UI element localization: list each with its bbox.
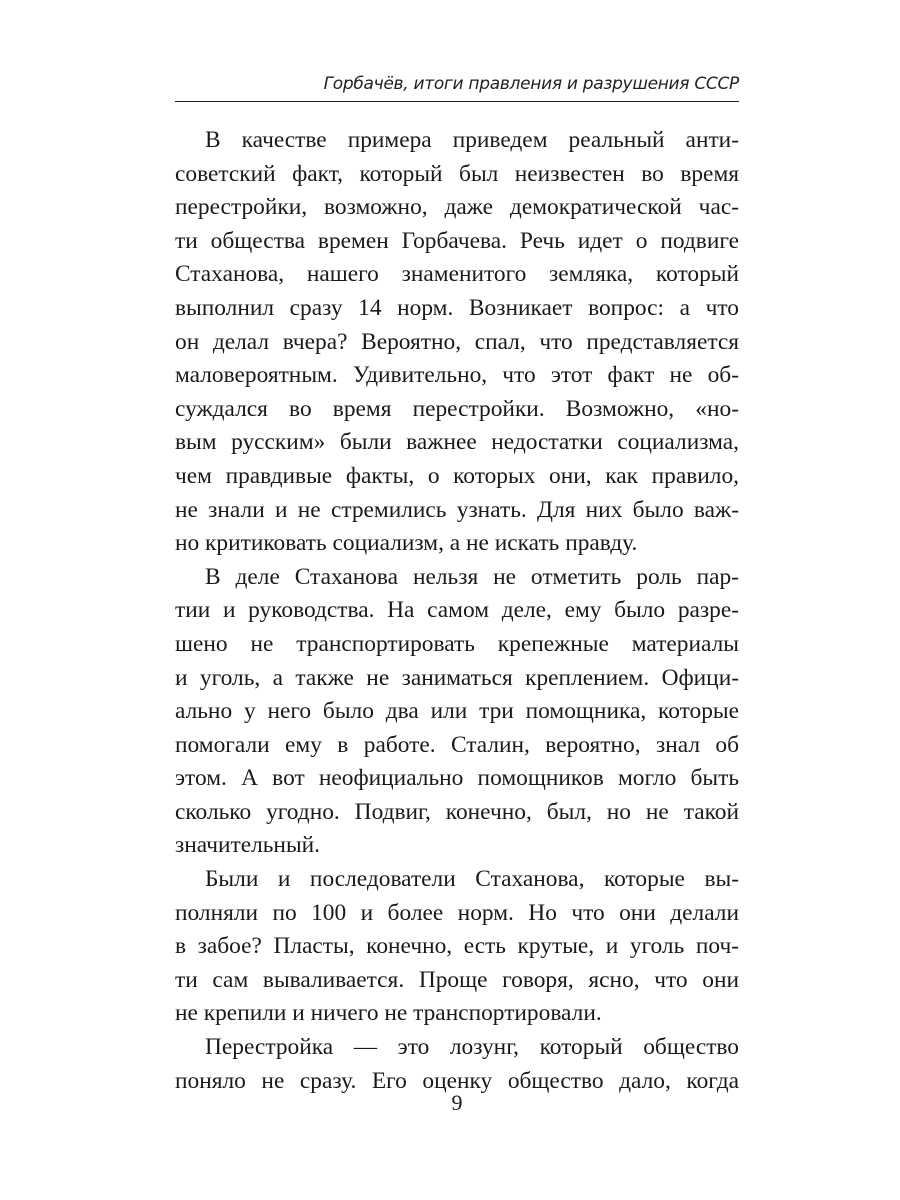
- text-line: вым русским» были важнее недостатки социализма,: [175, 429, 739, 456]
- text-line: поняло не сразу. Его оценку общество дало, когда: [175, 1067, 739, 1094]
- text-line: советский факт, который был неизвестен во время: [175, 160, 739, 187]
- text-line: Перестройка — это лозунг, который общество: [205, 1034, 739, 1061]
- text-line: не крепили и ничего не транспортировали.: [175, 1000, 602, 1027]
- text-line: помогали ему в работе. Сталин, вероятно, знал об: [175, 731, 739, 758]
- running-header: Горбачёв, итоги правления и разрушения СССР: [323, 74, 739, 94]
- text-line: но критиковать социализм, а не искать правду.: [175, 530, 638, 557]
- paragraph: [175, 561, 739, 863]
- text-line: Были и последователи Стаханова, которые вы-: [205, 866, 739, 893]
- text-line: не знали и не стремились узнать. Для них было важ-: [175, 496, 739, 523]
- text-line: он делал вчера? Вероятно, спал, что представляется: [175, 328, 739, 355]
- text-line: значительный.: [175, 832, 321, 859]
- text-line: шено не транспортировать крепежные материалы: [175, 630, 739, 657]
- text-line: В деле Стаханова нельзя не отметить роль пар-: [205, 563, 739, 590]
- body-text: [175, 124, 739, 1098]
- text-line: Стаханова, нашего знаменитого земляка, который: [175, 261, 739, 288]
- text-line: маловероятным. Удивительно, что этот факт не об-: [175, 362, 739, 389]
- text-line: сколько угодно. Подвиг, конечно, был, но не такой: [175, 798, 739, 825]
- text-line: ти сам вываливается. Проще говоря, ясно, что они: [175, 966, 739, 993]
- text-line: суждался во время перестройки. Возможно, «но-: [175, 395, 739, 422]
- text-line: перестройки, возможно, даже демократической час-: [175, 194, 739, 221]
- text-line: и уголь, а также не заниматься креплением. Офици-: [175, 664, 739, 691]
- page-number: 9: [451, 1090, 463, 1115]
- text-line: этом. А вот неофициально помощников могло быть: [175, 765, 739, 792]
- text-line: выполнил сразу 14 норм. Возникает вопрос: а что: [175, 294, 739, 321]
- text-line: полняли по 100 и более норм. Но что они делали: [175, 899, 739, 926]
- paragraph: [175, 124, 739, 561]
- paragraph: [175, 863, 739, 1031]
- text-line: ти общества времен Горбачева. Речь идет о подвиге: [175, 227, 739, 254]
- header-rule: [175, 101, 739, 102]
- text-line: ально у него было два или три помощника, которые: [175, 698, 739, 725]
- text-line: В качестве примера приведем реальный анти-: [205, 127, 739, 153]
- text-line: в забое? Пласты, конечно, есть крутые, и уголь поч-: [175, 933, 739, 960]
- paragraph: [175, 1031, 739, 1098]
- text-line: тии и руководства. На самом деле, ему было разре-: [175, 597, 739, 624]
- text-line: чем правдивые факты, о которых они, как правило,: [175, 462, 739, 489]
